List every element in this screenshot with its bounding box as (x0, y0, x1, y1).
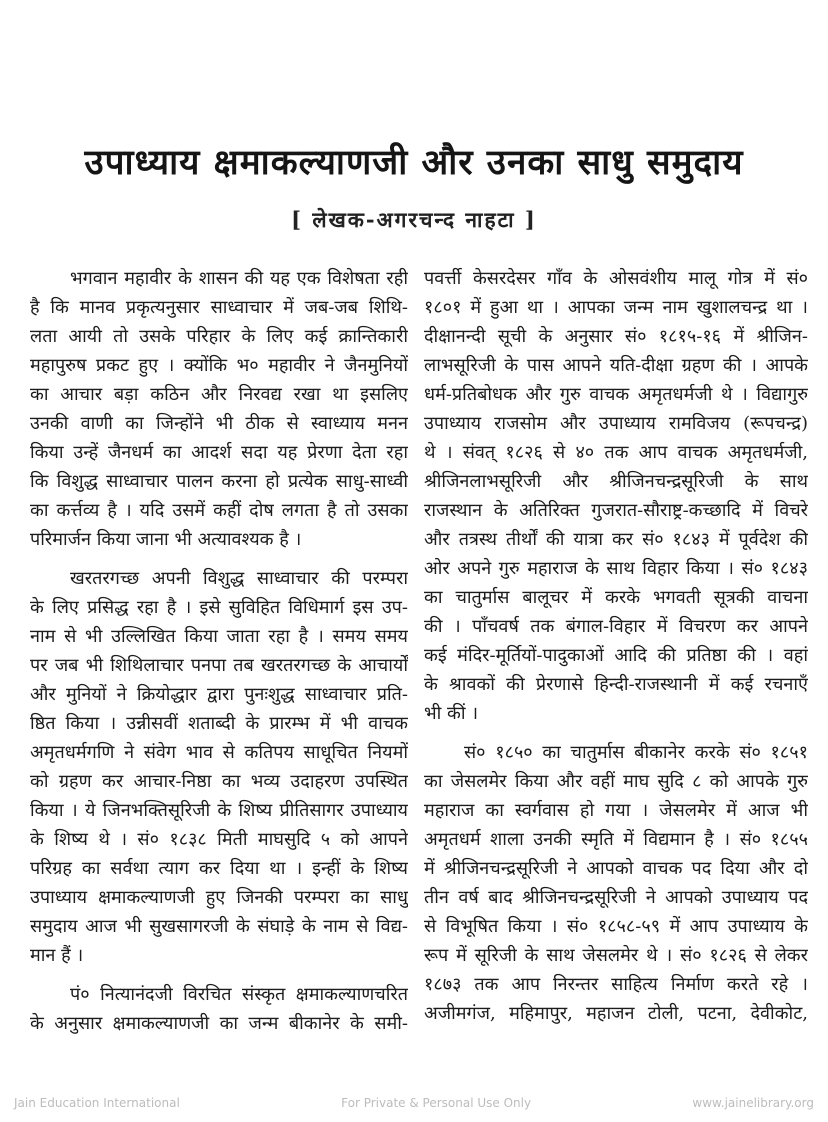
text-line: समुदाय आज भी सुखसागरजी के संघाड़े के नाम से विद्य- (30, 916, 408, 937)
text-line: राजस्थान के अतिरिक्त गुजरात-सौराष्ट्र-कच्छादि में विचरे (424, 500, 808, 521)
text-line: अमृतधर्म शाला उनकी स्मृति में विद्यमान है । सं० १८५५ (424, 829, 808, 850)
text-line: सं० १८५० का चातुर्मास बीकानेर करके सं० १८५१ (464, 742, 808, 763)
footer (0, 1096, 828, 1110)
text-line: का जेसलमेर किया और वहीं माघ सुदि ८ को आपके गुरु (424, 771, 808, 792)
text-line: उपाध्याय क्षमाकल्याणजी हुए जिनकी परम्परा का साधु (30, 887, 408, 908)
text-line: पर जब भी शिथिलाचार पनपा तब खरतरगच्छ के आचार्यों (30, 655, 408, 676)
text-line: दीक्षानन्दी सूची के अनुसार सं० १८१५-१६ में श्रीजिन- (424, 326, 808, 347)
column-right (424, 264, 808, 1048)
text-line: और तत्रस्थ तीर्थों की यात्रा कर सं० १८४३ में पूर्वदेश की (424, 529, 808, 550)
text-line: के श्रावकों की प्रेरणासे हिन्दी-राजस्थानी में कई रचनाएँ (424, 674, 808, 695)
text-line: किया । ये जिनभक्तिसूरिजी के शिष्य प्रीतिसागर उपाध्याय (30, 800, 408, 821)
text-line: के लिए प्रसिद्ध रहा है । इसे सुविहित विधिमार्ग इस उप- (30, 597, 408, 618)
text-line: के अनुसार क्षमाकल्याणजी का जन्म बीकानेर के समी- (30, 1013, 408, 1034)
text-line: लता आयी तो उसके परिहार के लिए कई क्रान्तिकारी (30, 326, 408, 347)
text-line: तीन वर्ष बाद श्रीजिनचन्द्रसूरिजी ने आपको उपाध्याय पद (424, 887, 808, 908)
text-line: से विभूषित किया । सं० १८५८-५९ में आप उपाध्याय के (424, 916, 808, 937)
text-line: में श्रीजिनचन्द्रसूरिजी ने आपको वाचक पद दिया और दो (424, 858, 808, 879)
text-line: के शिष्य थे । सं० १८३८ मिती माघसुदि ५ को आपने (30, 829, 408, 850)
text-line: का चातुर्मास बालूचर में करके भगवती सूत्रकी वाचना (424, 587, 808, 608)
text-line: ष्ठित किया । उन्नीसवीं शताब्दी के प्रारम्भ में भी वाचक (30, 713, 408, 734)
text-line: कई मंदिर-मूर्तियों-पादुकाओं आदि की प्रतिष्ठा की । वहां (424, 645, 808, 666)
text-line: अजीमगंज, महिमापुर, महाजन टोली, पटना, देवीकोट, (424, 1003, 808, 1024)
column-left (30, 264, 408, 1048)
author-byline: [ लेखक-अगरचन्द नाहटा ] (291, 207, 537, 232)
footer-center-text: For Private & Personal Use Only (341, 1096, 532, 1110)
text-line: महाराज का स्वर्गवास हो गया । जेसलमेर में आज भी (424, 800, 808, 821)
text-line: १८७३ तक आप निरन्तर साहित्य निर्माण करते रहे । (424, 974, 808, 995)
paragraph (30, 564, 408, 970)
text-line: लाभसूरिजी के पास आपने यति-दीक्षा ग्रहण की । आपके (424, 355, 808, 376)
text-line: और मुनियों ने क्रियोद्धार द्वारा पुनःशुद्ध साध्वाचार प्रति- (30, 684, 408, 705)
text-line: पं० नित्यानंदजी विरचित संस्कृत क्षमाकल्याणचरित (70, 984, 408, 1005)
text-line: का कर्त्तव्य है । यदि उसमें कहीं दोष लगता है तो उसका (30, 500, 408, 521)
text-line: की । पाँचवर्ष तक बंगाल-विहार में विचरण कर आपने (424, 616, 808, 637)
text-line: कि विशुद्ध साध्वाचार पालन करना हो प्रत्येक साधु-साध्वी (30, 471, 408, 492)
text-line: अमृतधर्मगणि ने संवेग भाव से कतिपय साधूचित नियमों (30, 742, 408, 763)
paragraph (30, 264, 408, 554)
text-line: महापुरुष प्रकट हुए । क्योंकि भ० महावीर ने जैनमुनियों (30, 355, 408, 376)
text-line: है कि मानव प्रकृत्यनुसार साध्वाचार में जब-जब शिथि- (30, 297, 408, 318)
paragraph (424, 264, 808, 728)
text-line: भगवान महावीर के शासन की यह एक विशेषता रही (70, 268, 408, 289)
text-line: धर्म-प्रतिबोधक और गुरु वाचक अमृतधर्मजी थे । विद्यागुरु (424, 384, 808, 405)
text-line: परिग्रह का सर्वथा त्याग कर दिया था । इन्हीं के शिष्य (30, 858, 408, 879)
text-line: उनकी वाणी का जिन्होंने भी ठीक से स्वाध्याय मनन (30, 413, 408, 434)
text-line: रूप में सूरिजी के साथ जेसलमेर थे । सं० १८२६ से लेकर (424, 945, 808, 966)
text-line: को ग्रहण कर आचार-निष्ठा का भव्य उदाहरण उपस्थित (30, 771, 408, 792)
footer-right-text: www.jainelibrary.org (692, 1096, 814, 1110)
paragraph (424, 738, 808, 1028)
text-line: भी कीं । (424, 703, 479, 724)
text-line: नाम से भी उल्लिखित किया जाता रहा है । समय समय (30, 626, 408, 647)
text-line: श्रीजिनलाभसूरिजी और श्रीजिनचन्द्रसूरिजी के साथ (424, 471, 808, 492)
text-line: परिमार्जन किया जाना भी अत्यावश्यक है । (30, 529, 302, 550)
text-line: मान हैं । (30, 945, 84, 966)
footer-left-text: Jain Education International (14, 1096, 180, 1110)
text-line: ओर अपने गुरु महाराज के साथ विहार किया । सं० १८४३ (424, 558, 808, 579)
text-line: उपाध्याय राजसोम और उपाध्याय रामविजय (रूपचन्द्र) (424, 413, 808, 434)
text-columns (30, 264, 808, 1048)
text-line: १८०१ में हुआ था । आपका जन्म नाम खुशालचन्द्र था । (424, 297, 808, 318)
text-line: किया उन्हें जैनधर्म का आदर्श सदा यह प्रेरणा देता रहा (30, 442, 408, 463)
page-title: उपाध्याय क्षमाकल्याणजी और उनका साधु समुदाय (84, 142, 744, 183)
text-line: खरतरगच्छ अपनी विशुद्ध साध्वाचार की परम्परा (70, 568, 408, 589)
text-line: का आचार बड़ा कठिन और निरवद्य रखा था इसलिए (30, 384, 408, 405)
paragraph (30, 980, 408, 1038)
text-line: थे । संवत् १८२६ से ४० तक आप वाचक अमृतधर्मजी, (424, 442, 808, 463)
text-line: पवर्त्ती केसरदेसर गाँव के ओसवंशीय मालू गोत्र में सं० (424, 268, 808, 289)
